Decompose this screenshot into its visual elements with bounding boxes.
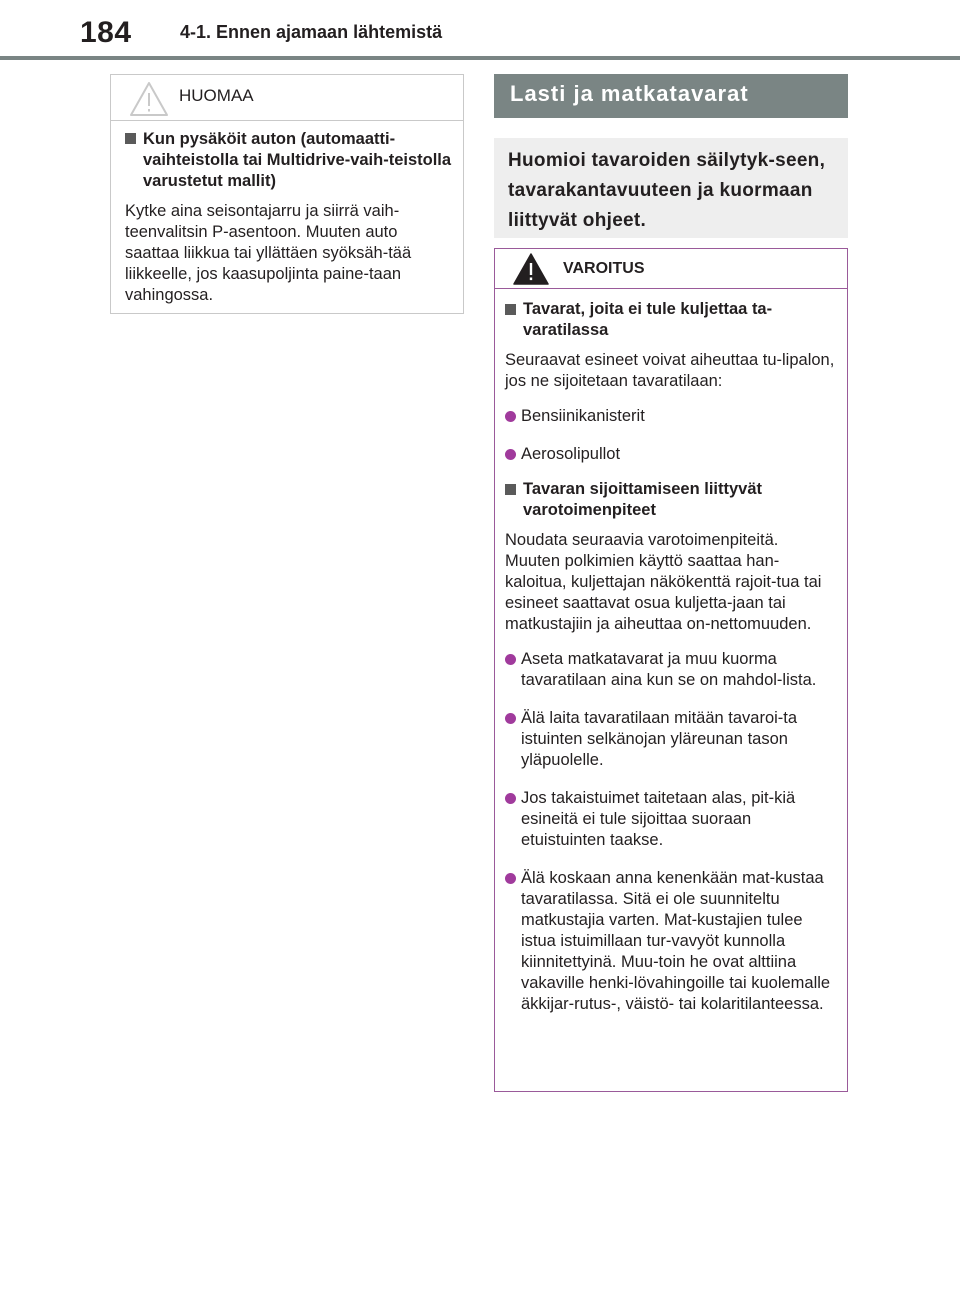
round-bullet-icon: [505, 449, 516, 460]
section-heading: Lasti ja matkatavarat: [510, 81, 749, 106]
list-item: [505, 868, 837, 1015]
round-bullet-icon: [505, 793, 516, 804]
list-item: [505, 406, 837, 427]
page-number: 184: [80, 16, 132, 49]
header-rule: [0, 56, 960, 60]
intro-box: [494, 138, 848, 238]
warning-para-1: Seuraavat esineet voivat aiheuttaa tu-lipalon, jos ne sijoitetaan tavaratilaan:: [505, 351, 835, 390]
section-title: 4-1. Ennen ajamaan lähtemistä: [180, 22, 443, 42]
round-bullet-icon: [505, 713, 516, 724]
notice-box: [110, 74, 464, 314]
list-item: [505, 708, 837, 771]
square-bullet-icon: [505, 304, 516, 315]
warning-heading-2-text: Tavaran sijoittamiseen liittyvät varotoimenpiteet: [523, 480, 763, 519]
notice-header: [111, 75, 463, 121]
list-item-text: Aerosolipullot: [521, 445, 621, 463]
notice-heading-text: Kun pysäköit auton (automaatti-vaihteistolla tai Multidrive-vaih-teistolla varustetut mallit): [143, 130, 452, 190]
list-item-text: Älä koskaan anna kenenkään mat-kustaa tavaratilassa. Sitä ei ole suunniteltu matkustajia varten. Mat-kustajien tulee istua istuimillaan tur-vavyöt kunnolla kiinnitettyinä. Muu-toin he ovat alttiina vakaville henki-lövahingoille tai kuolemalle äkkijar-rutus-, väistö- tai kolaritilanteessa.: [521, 869, 831, 1013]
warning-triangle-outline-icon: [129, 81, 169, 117]
warning-header: [495, 249, 847, 289]
list-item: [505, 444, 837, 465]
round-bullet-icon: [505, 873, 516, 884]
warning-label: VAROITUS: [563, 260, 645, 277]
warning-heading-2: [505, 479, 837, 521]
round-bullet-icon: [505, 411, 516, 422]
square-bullet-icon: [505, 484, 516, 495]
warning-heading-1: [505, 299, 837, 341]
notice-heading: [125, 129, 453, 192]
list-item: [505, 788, 837, 851]
notice-body-text: Kytke aina seisontajarru ja siirrä vaih-teenvalitsin P-asentoon. Muuten auto saattaa liikkua tai yllättäen syöksäh-tää liikkeelle, jos kaasupoljinta paine-taan vahingossa.: [125, 202, 412, 304]
warning-heading-1-text: Tavarat, joita ei tule kuljettaa ta-varatilassa: [523, 300, 773, 339]
page-header: [0, 0, 960, 62]
section-heading-bar: [494, 74, 848, 118]
warning-box: [494, 248, 848, 1092]
warning-para-2: Noudata seuraavia varotoimenpiteitä. Muuten polkimien käyttö saattaa han-kaloitua, kuljettajan näkökenttä rajoit-tua tai esineet saattavat osua kuljetta-jaan tai matkustajiin ja aiheuttaa on-nettomuuden.: [505, 531, 822, 633]
list-item-text: Jos takaistuimet taitetaan alas, pit-kiä esineitä ei tule sijoittaa suoraan etuistuinten taakse.: [521, 789, 796, 849]
round-bullet-icon: [505, 654, 516, 665]
intro-text: Huomioi tavaroiden säilytyk-seen, tavarakantavuuteen ja kuormaan liittyvät ohjeet.: [508, 150, 826, 231]
list-item-text: Älä laita tavaratilaan mitään tavaroi-ta istuinten selkänojan yläreunan tason yläpuolelle.: [521, 709, 798, 769]
warning-triangle-filled-icon: [513, 253, 549, 285]
list-item-text: Aseta matkatavarat ja muu kuorma tavaratilaan aina kun se on mahdol-lista.: [521, 650, 817, 689]
square-bullet-icon: [125, 133, 136, 144]
notice-label: HUOMAA: [179, 86, 254, 105]
list-item-text: Bensiinikanisterit: [521, 407, 645, 425]
list-item: [505, 649, 837, 691]
